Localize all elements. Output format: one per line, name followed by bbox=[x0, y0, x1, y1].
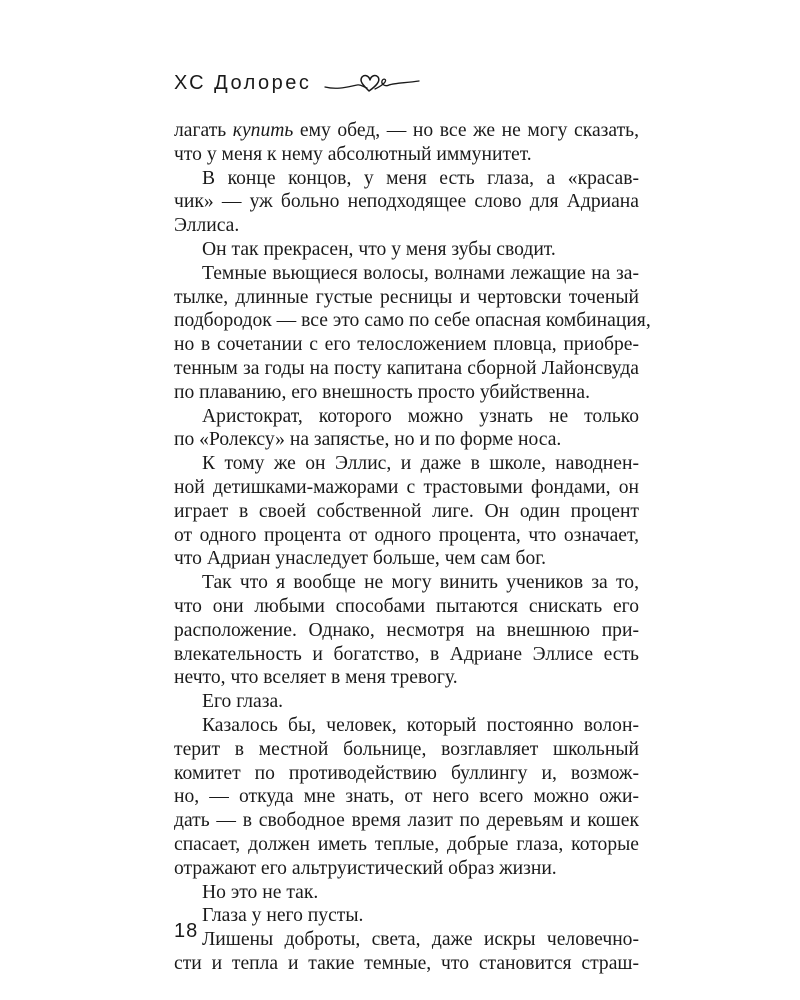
text-line: что они любыми способами пытаются снискать его bbox=[174, 595, 639, 617]
text-line: Темные вьющиеся волосы, волнами лежащие на за- bbox=[202, 262, 639, 284]
text-line: дать — в свободное время лазит по деревьям и кошек bbox=[174, 810, 639, 832]
text-line: но в сочетании с его телосложением пловца, приобре- bbox=[174, 334, 639, 356]
text-line: Так что я вообще не могу винить учеников за то, bbox=[202, 572, 639, 594]
text-line: тенным за годы на посту капитана сборной Лайонсвуда bbox=[174, 357, 639, 379]
text-line: по плаванию, его внешность просто убийственна. bbox=[174, 381, 590, 403]
text-line: спасает, должен иметь теплые, добрые глаза, которые bbox=[174, 833, 639, 855]
text-line: но, — откуда мне знать, от него всего можно ожи- bbox=[174, 786, 639, 808]
text-line: Аристократ, которого можно узнать не только bbox=[202, 405, 639, 427]
text-line: влекательность и богатство, в Адриане Эллисе есть bbox=[174, 643, 639, 665]
running-head bbox=[174, 68, 423, 98]
heart-flourish-icon bbox=[323, 71, 423, 95]
text-line: нечто, что вселяет в меня тревогу. bbox=[174, 667, 458, 689]
page-number: 18 bbox=[174, 920, 199, 942]
text-line: лагать купить ему обед, — но все же не могу сказать, bbox=[174, 120, 639, 141]
body-text bbox=[174, 119, 651, 976]
text-line: играет в своей собственной лиге. Он один процент bbox=[174, 500, 639, 522]
text-line: Лишены доброты, света, даже искры человечно- bbox=[202, 929, 639, 951]
text-line: ной детишками-мажорами с трастовыми фондами, он bbox=[174, 476, 639, 498]
text-line: что Адриан унаследует больше, чем сам бог. bbox=[174, 548, 546, 570]
text-line: К тому же он Эллис, и даже в школе, наводнен- bbox=[202, 453, 639, 475]
text-line: комитет по противодействию буллингу и, возмож- bbox=[174, 762, 639, 784]
text-line: чик» — уж больно неподходящее слово для Адриана bbox=[174, 191, 639, 213]
text-line: сти и тепла и такие темные, что становится страш- bbox=[174, 952, 639, 974]
text-line: В конце концов, у меня есть глаза, а «красав- bbox=[202, 167, 639, 189]
text-line: от одного процента от одного процента, что означает, bbox=[174, 524, 639, 546]
text-line: терит в местной больнице, возглавляет школьный bbox=[174, 738, 639, 760]
author-name: ХС Долорес bbox=[174, 71, 312, 94]
text-line: отражают его альтруистический образ жизни. bbox=[174, 857, 557, 879]
text-line: подбородок — все это само по себе опасная комбинация, bbox=[174, 310, 651, 332]
text-line: по «Ролексу» на запястье, но и по форме носа. bbox=[174, 429, 562, 451]
text-line: тылке, длинные густые ресницы и чертовски точеный bbox=[174, 286, 639, 308]
text-line: Он так прекрасен, что у меня зубы сводит. bbox=[202, 238, 556, 260]
text-line: Его глаза. bbox=[202, 691, 284, 713]
text-line: Глаза у него пусты. bbox=[202, 905, 364, 927]
text-line: Эллиса. bbox=[174, 215, 240, 237]
text-line: Но это не так. bbox=[202, 881, 319, 903]
text-line: что у меня к нему абсолютный иммунитет. bbox=[174, 143, 532, 165]
emphasis: купить bbox=[232, 120, 294, 141]
text-line: расположение. Однако, несмотря на внешнюю при- bbox=[174, 619, 639, 641]
text-line: Казалось бы, человек, который постоянно волон- bbox=[202, 714, 639, 736]
